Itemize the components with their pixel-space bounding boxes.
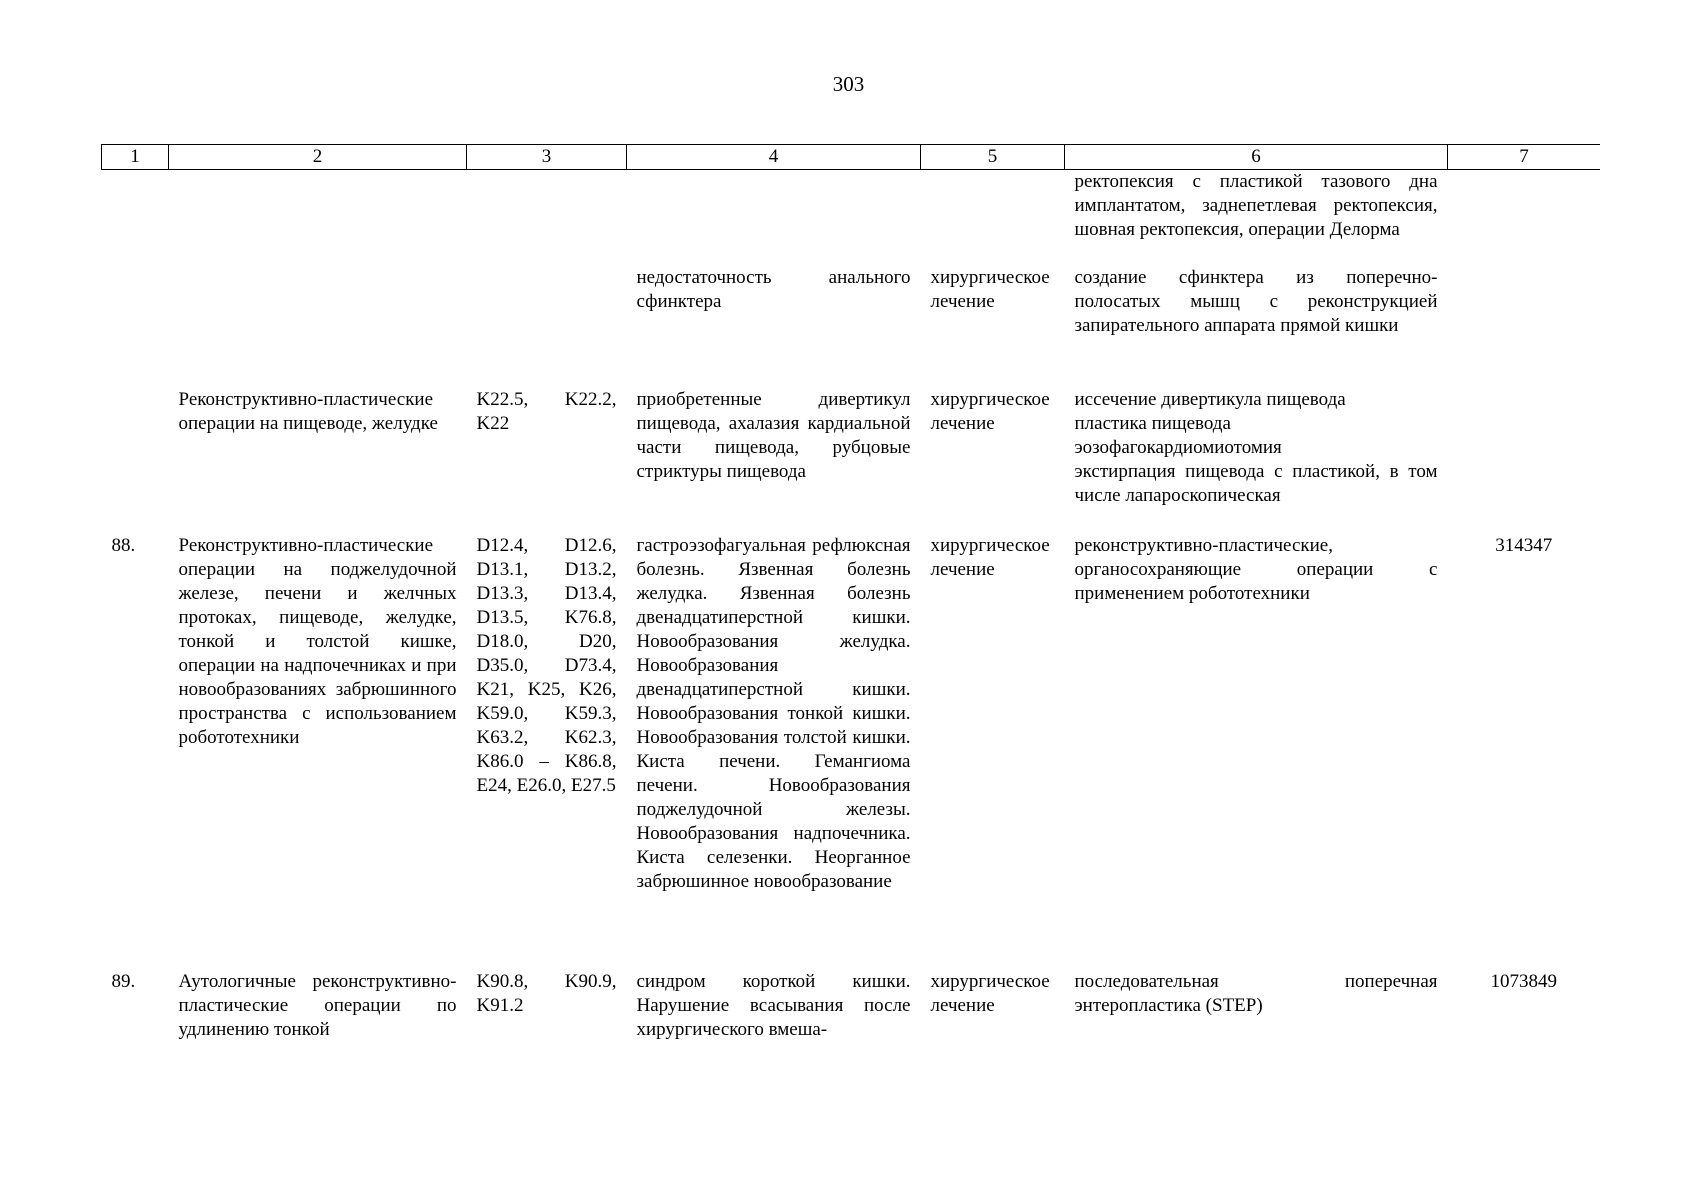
header-col-2: 2 [169, 145, 467, 170]
method-item: эозофагокардиомиотомия [1074, 436, 1282, 458]
header-col-3: 3 [467, 145, 627, 170]
row-number [102, 170, 169, 266]
price: 1073849 [1490, 970, 1557, 992]
operation-name [169, 266, 467, 388]
header-col-4: 4 [627, 145, 921, 170]
operation-name: Реконструктивно-пластические операции на поджелудочной железе, печени и желчных протоках, пищеводе, желудке, тонкой и толстой кишке, операции на надпочечниках и при новообразованиях забрюшинного пространства с использованием робототехники [178, 534, 457, 748]
table-row [102, 388, 1601, 534]
procedures-table [101, 144, 1600, 1050]
operation-name: Реконструктивно-пластические операции на пищеводе, желудке [178, 388, 438, 434]
price: 314347 [1495, 534, 1553, 556]
icd-codes [467, 170, 627, 266]
operation-name [169, 170, 467, 266]
price [1448, 170, 1601, 266]
table-row [102, 534, 1601, 970]
table-row [102, 266, 1601, 388]
diagnosis: гастроэзофагуальная рефлюксная болезнь. Язвенная болезнь желудка. Язвенная болезнь двенадцатиперстной кишки. Новообразования желудка. Новообразования двенадцатиперстной кишки. Новообразования тонкой кишки. Новообразования толстой кишки. Киста печени. Гемангиома печени. Новообразования поджелудочной железы. Новообразования надпочечника. Киста селезенки. Неорганное забрюшинное новообразование [636, 534, 911, 892]
table-row [102, 170, 1601, 266]
method-item: последовательная поперечная энтеропластика (STEP) [1074, 970, 1438, 1016]
treatment-type: хирургическое лечение [930, 970, 1050, 1016]
operation-name: Аутологичные реконструктивно-пластические операции по удлинению тонкой [178, 970, 457, 1040]
row-number [102, 388, 169, 534]
diagnosis: приобретенные дивертикул пищевода, ахалазия кардиальной части пищевода, рубцовые стриктуры пищевода [636, 388, 911, 482]
method-list [1065, 970, 1448, 1050]
method-list [1065, 534, 1448, 970]
treatment-type: хирургическое лечение [930, 534, 1050, 580]
method-item: пластика пищевода [1074, 412, 1231, 434]
header-col-5: 5 [921, 145, 1065, 170]
price [1448, 266, 1601, 388]
diagnosis [627, 170, 921, 266]
method-item: реконструктивно-пластические, органосохраняющие операции с применением робототехники [1074, 534, 1438, 604]
icd-codes: K90.8, K90.9, K91.2 [476, 970, 617, 1016]
icd-codes: K22.5, K22.2, K22 [476, 388, 617, 434]
method-list [1065, 266, 1448, 388]
method-item: ректопексия с пластикой тазового дна имплантатом, заднепетлевая ректопексия, шовная ректопексия, операции Делорма [1074, 171, 1438, 240]
header-col-6: 6 [1065, 145, 1448, 170]
diagnosis: недостаточность анального сфинктера [636, 266, 911, 312]
row-number: 88. [111, 534, 136, 556]
row-number: 89. [111, 970, 136, 992]
icd-codes [467, 266, 627, 388]
diagnosis: синдром короткой кишки. Нарушение всасывания после хирургического вмеша- [636, 970, 911, 1040]
icd-codes: D12.4, D12.6, D13.1, D13.2, D13.3, D13.4, D13.5, K76.8, D18.0, D20, D35.0, D73.4, K21, K25, K26, K59.0, K59.3, K63.2, K62.3, K86.0 – K86.8, E24, E26.0, E27.5 [476, 534, 617, 796]
method-item: создание сфинктера из поперечно-полосатых мышц с реконструкцией запирательного аппарата прямой кишки [1074, 266, 1438, 336]
method-item: экстирпация пищевода с пластикой, в том числе лапароскопическая [1074, 460, 1438, 506]
price [1448, 388, 1601, 534]
row-number [102, 266, 169, 388]
page-number: 303 [832, 72, 865, 96]
header-col-1: 1 [102, 145, 169, 170]
method-item: иссечение дивертикула пищевода [1074, 388, 1346, 410]
table-row [102, 970, 1601, 1050]
treatment-type: хирургическое лечение [930, 388, 1050, 434]
table-header [102, 145, 1601, 170]
treatment-type: хирургическое лечение [930, 266, 1050, 312]
method-list [1065, 170, 1448, 266]
header-col-7: 7 [1448, 145, 1601, 170]
treatment-type [921, 170, 1065, 266]
method-list [1065, 388, 1448, 534]
